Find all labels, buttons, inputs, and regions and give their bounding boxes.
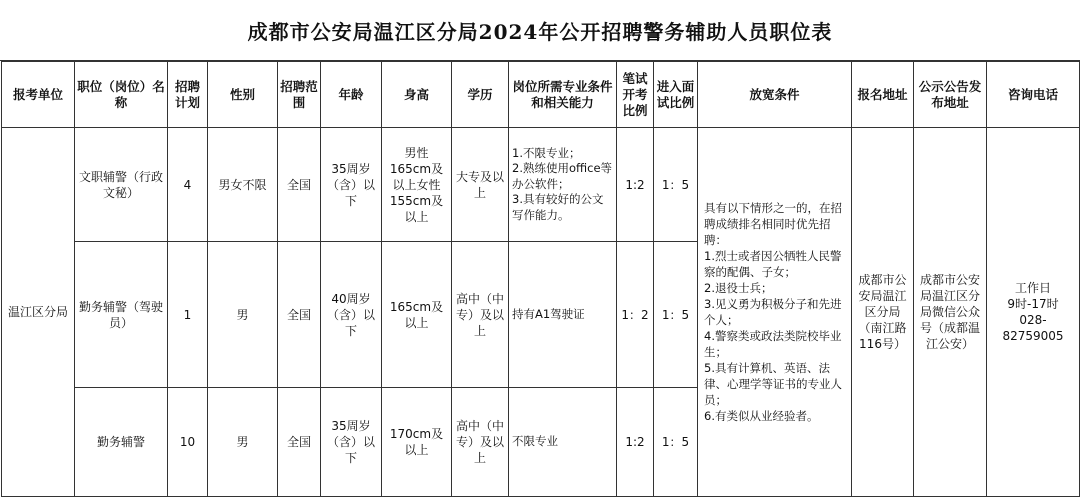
position-table bbox=[1, 61, 1080, 497]
education-cell: 高中（中专）及以上 bbox=[452, 242, 509, 388]
position-cell: 勤务辅警（驾驶员） bbox=[75, 242, 168, 388]
written-ratio-cell: 1:2 bbox=[617, 128, 654, 242]
header-phone: 咨询电话 bbox=[987, 62, 1080, 128]
age-cell: 35周岁（含）以下 bbox=[321, 128, 382, 242]
interview-ratio-cell: 1：5 bbox=[654, 242, 698, 388]
table-row bbox=[2, 128, 1080, 242]
interview-ratio-cell: 1：5 bbox=[654, 388, 698, 497]
scope-cell: 全国 bbox=[278, 128, 321, 242]
header-relax: 放宽条件 bbox=[698, 62, 852, 128]
header-unit: 报考单位 bbox=[2, 62, 75, 128]
phone-number: 028-82759005 bbox=[1002, 313, 1064, 343]
header-education: 学历 bbox=[452, 62, 509, 128]
position-cell: 文职辅警（行政文秘） bbox=[75, 128, 168, 242]
scope-cell: 全国 bbox=[278, 388, 321, 497]
phone-line: 9时-17时 bbox=[1007, 297, 1059, 311]
header-row bbox=[2, 62, 1080, 128]
requirements-cell bbox=[509, 128, 617, 242]
height-cell: 170cm及以上 bbox=[382, 388, 452, 497]
age-cell: 35周岁（含）以下 bbox=[321, 388, 382, 497]
header-reg-addr: 报名地址 bbox=[852, 62, 914, 128]
relax-line: 5.具有计算机、英语、法律、心理学等证书的专业人员； bbox=[704, 361, 842, 407]
page-title: 成都市公安局温江区分局2024年公开招聘警务辅助人员职位表 bbox=[247, 19, 833, 44]
header-gender: 性别 bbox=[208, 62, 278, 128]
relax-line: 6.有类似从业经验者。 bbox=[704, 409, 819, 423]
relax-line: 3.见义勇为积极分子和先进个人； bbox=[704, 297, 842, 327]
scope-cell: 全国 bbox=[278, 242, 321, 388]
phone-cell bbox=[987, 128, 1080, 497]
height-cell: 165cm及以上 bbox=[382, 242, 452, 388]
quota-cell: 1 bbox=[168, 242, 208, 388]
relax-line: 具有以下情形之一的，在招聘成绩排名相同时优先招聘： bbox=[704, 201, 842, 247]
reg-addr-cell: 成都市公安局温江区分局（南江路116号） bbox=[852, 128, 914, 497]
quota-cell: 4 bbox=[168, 128, 208, 242]
notice-addr-cell: 成都市公安局温江区分局微信公众号（成都温江公安） bbox=[914, 128, 987, 497]
relax-line: 2.退役士兵； bbox=[704, 281, 773, 295]
requirement-line: 持有A1驾驶证 bbox=[512, 306, 585, 321]
quota-cell: 10 bbox=[168, 388, 208, 497]
age-cell: 40周岁（含）以下 bbox=[321, 242, 382, 388]
gender-cell: 男女不限 bbox=[208, 128, 278, 242]
header-interview-ratio: 进入面试比例 bbox=[654, 62, 698, 128]
position-cell: 勤务辅警 bbox=[75, 388, 168, 497]
height-cell: 男性165cm及以上女性155cm及以上 bbox=[382, 128, 452, 242]
unit-cell: 温江区分局 bbox=[2, 128, 75, 497]
education-cell: 大专及以上 bbox=[452, 128, 509, 242]
written-ratio-cell: 1：2 bbox=[617, 242, 654, 388]
header-requirements: 岗位所需专业条件和相关能力 bbox=[509, 62, 617, 128]
header-position: 职位（岗位）名称 bbox=[75, 62, 168, 128]
requirements-cell bbox=[509, 242, 617, 388]
gender-cell: 男 bbox=[208, 388, 278, 497]
header-scope: 招聘范围 bbox=[278, 62, 321, 128]
gender-cell: 男 bbox=[208, 242, 278, 388]
header-written-ratio: 笔试开考比例 bbox=[617, 62, 654, 128]
header-height: 身高 bbox=[382, 62, 452, 128]
relax-conditions-cell bbox=[698, 128, 852, 497]
requirement-line: 1.不限专业； bbox=[512, 145, 581, 160]
interview-ratio-cell: 1：5 bbox=[654, 128, 698, 242]
requirements-cell bbox=[509, 388, 617, 497]
requirement-line: 不限专业 bbox=[512, 434, 558, 449]
relax-line: 4.警察类或政法类院校毕业生； bbox=[704, 329, 842, 359]
title-bar bbox=[0, 0, 1080, 61]
phone-line: 工作日 bbox=[1014, 281, 1051, 295]
header-quota: 招聘计划 bbox=[168, 62, 208, 128]
requirement-line: 3.具有较好的公文写作能力。 bbox=[512, 192, 604, 222]
header-age: 年龄 bbox=[321, 62, 382, 128]
header-notice-addr: 公示公告发布地址 bbox=[914, 62, 987, 128]
requirement-line: 2.熟练使用office等办公软件； bbox=[512, 161, 613, 191]
education-cell: 高中（中专）及以上 bbox=[452, 388, 509, 497]
relax-line: 1.烈士或者因公牺牲人民警察的配偶、子女； bbox=[704, 249, 842, 279]
written-ratio-cell: 1:2 bbox=[617, 388, 654, 497]
